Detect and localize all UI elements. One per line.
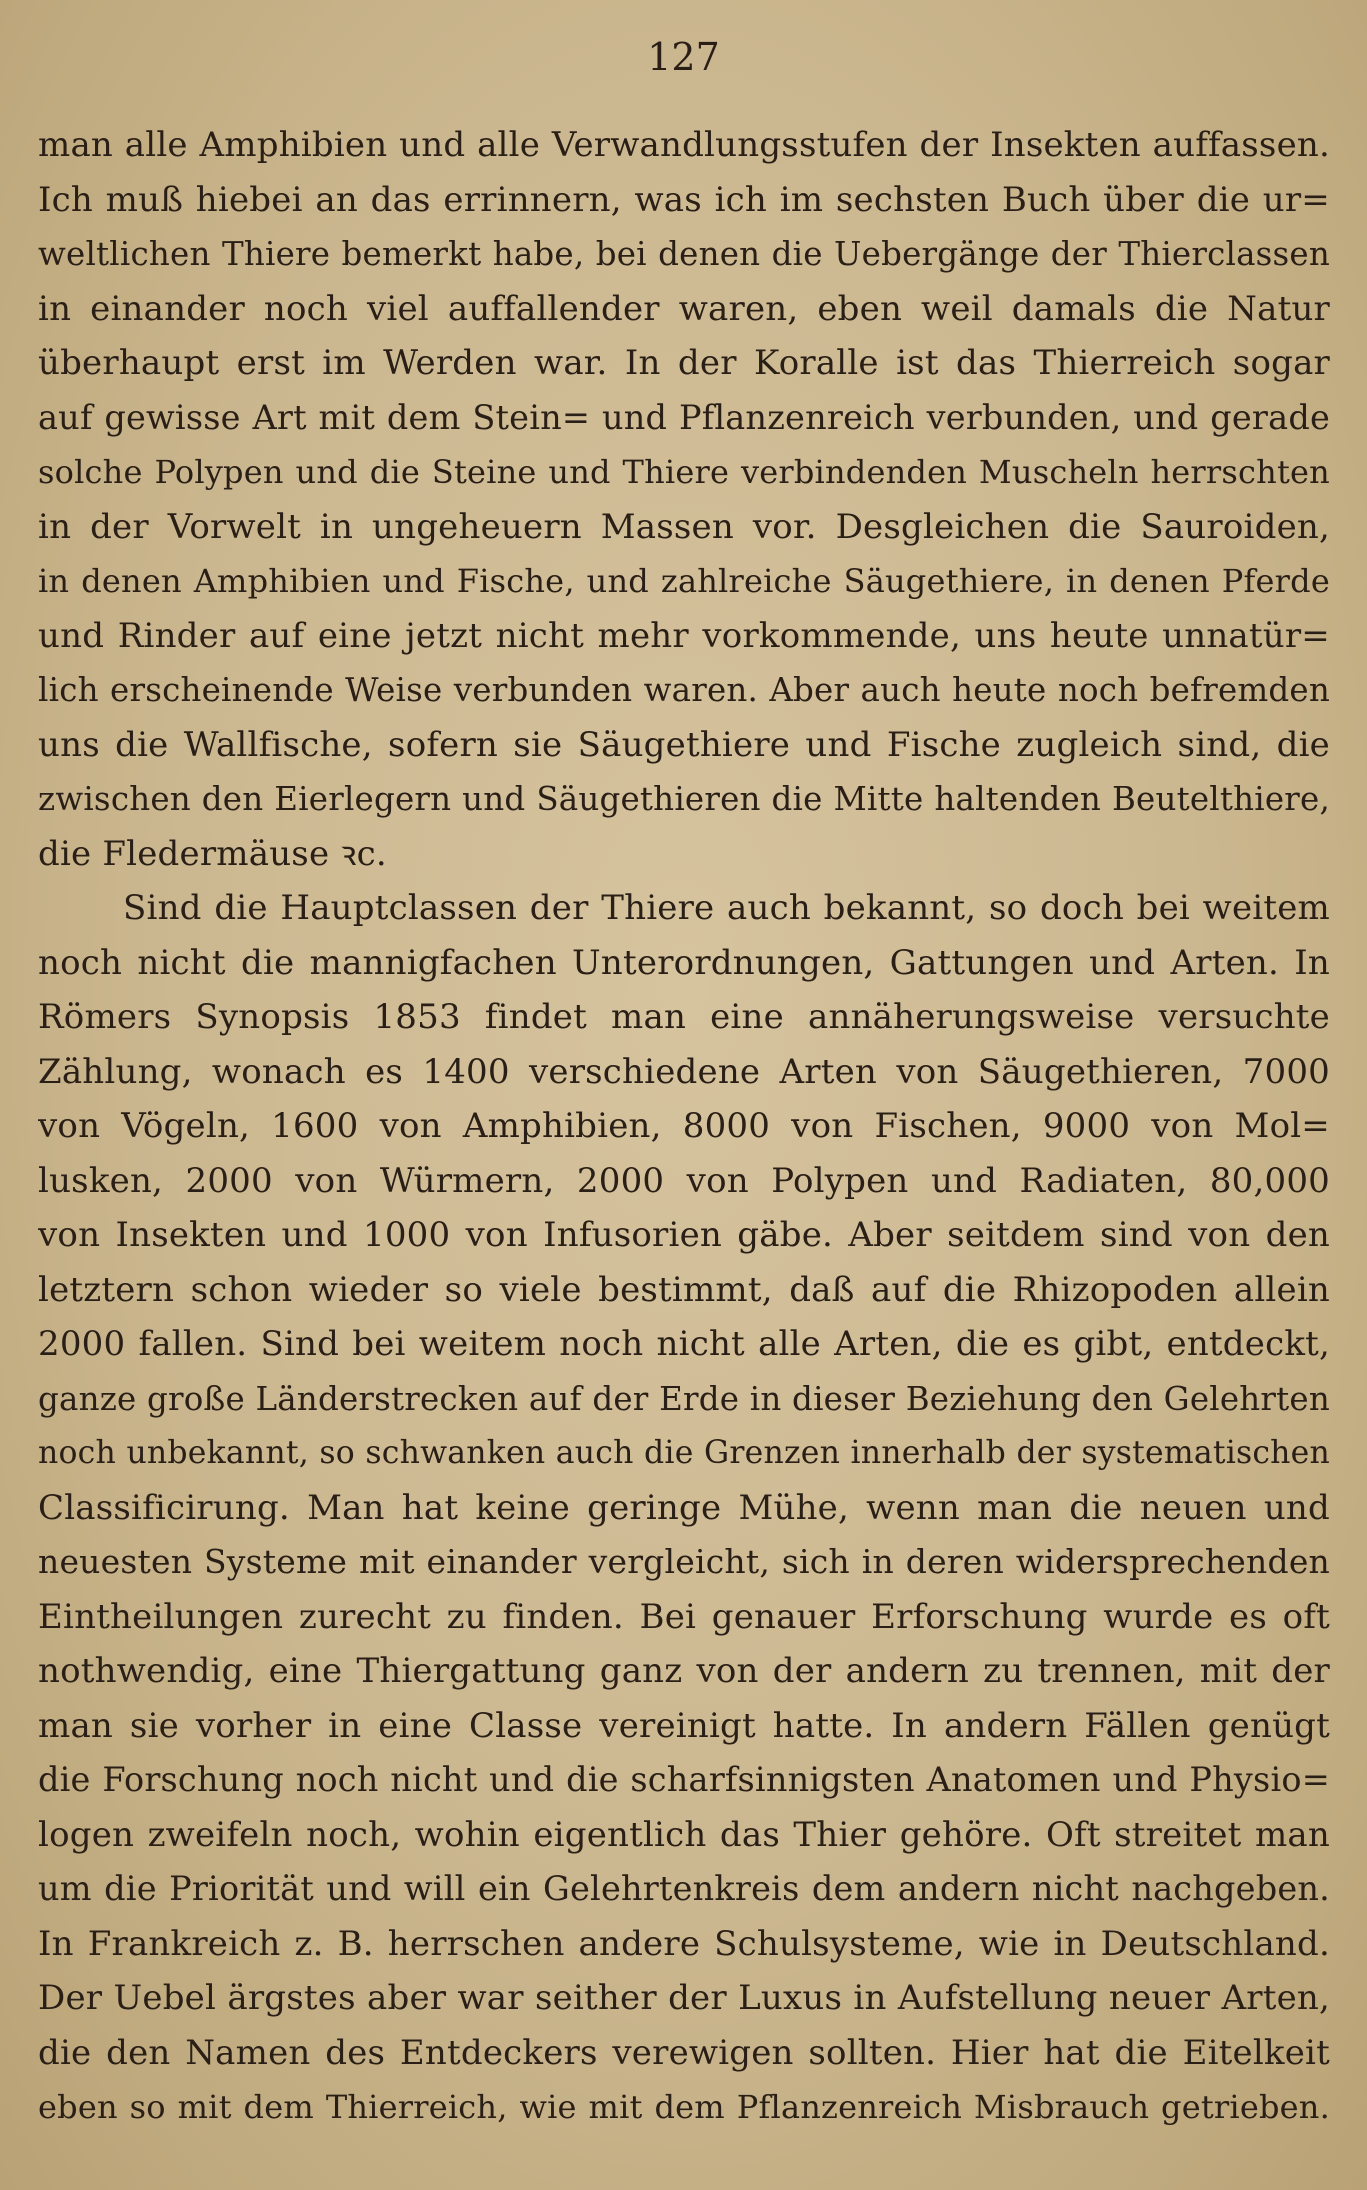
text-line: eben so mit dem Thierreich, wie mit dem Pflanzenreich Misbrauch getrieben. [38, 2088, 1330, 2126]
text-line: Der Uebel ärgstes aber war seither der Luxus in Aufstellung neuer Arten, [38, 1978, 1330, 2018]
text-line: die Fledermäuse ꝛc. [38, 833, 387, 874]
text-line: letztern schon wieder so viele bestimmt, daß auf die Rhizopoden allein [38, 1269, 1330, 1310]
text-line: die Forschung noch nicht und die scharfsinnigsten Anatomen und Physio= [38, 1760, 1330, 1799]
text-line: Römers Synopsis 1853 findet man eine annäherungsweise versuchte [38, 997, 1330, 1037]
text-line: von Insekten und 1000 von Infusorien gäbe. Aber seitdem sind von den [38, 1215, 1330, 1255]
text-line: noch unbekannt, so schwanken auch die Grenzen innerhalb der systematischen [38, 1435, 1330, 1471]
text-line: uns die Wallfische, sofern sie Säugethiere und Fische zugleich sind, die [38, 724, 1330, 765]
body-text [38, 118, 1330, 2135]
text-line: zwischen den Eierlegern und Säugethieren die Mitte haltenden Beutelthiere, [38, 780, 1330, 818]
text-line: auf gewisse Art mit dem Stein= und Pflanzenreich verbunden, und gerade [38, 397, 1330, 437]
text-line: und Rinder auf eine jetzt nicht mehr vorkommende, uns heute unnatür= [38, 615, 1330, 656]
text-line: Zählung, wonach es 1400 verschiedene Arten von Säugethieren, 7000 [38, 1051, 1330, 1092]
text-line: neuesten Systeme mit einander vergleicht, sich in deren widersprechenden [38, 1542, 1330, 1581]
text-line: man alle Amphibien und alle Verwandlungsstufen der Insekten auffassen. [38, 125, 1330, 165]
text-line: logen zweifeln noch, wohin eigentlich das Thier gehöre. Oft streitet man [38, 1814, 1330, 1855]
text-line: überhaupt erst im Werden war. In der Koralle ist das Thierreich sogar [38, 343, 1330, 383]
text-line: Eintheilungen zurecht zu finden. Bei genauer Erforschung wurde es oft [38, 1596, 1330, 1637]
text-line: lich erscheinende Weise verbunden waren. Aber auch heute noch befremden [38, 671, 1330, 709]
text-line: in der Vorwelt in ungeheuern Massen vor. Desgleichen die Sauroiden, [38, 506, 1330, 547]
text-line: von Vögeln, 1600 von Amphibien, 8000 von Fischen, 9000 von Mol= [38, 1106, 1330, 1146]
text-line: noch nicht die mannigfachen Unterordnungen, Gattungen und Arten. In [38, 942, 1330, 983]
page-number: 127 [647, 35, 720, 79]
text-line: weltlichen Thiere bemerkt habe, bei denen die Uebergänge der Thierclassen [38, 235, 1330, 273]
text-line: in einander noch viel auffallender waren, eben weil damals die Natur [38, 288, 1330, 329]
text-line: man sie vorher in eine Classe vereinigt hatte. In andern Fällen genügt [38, 1705, 1330, 1746]
text-line: In Frankreich z. B. herrschen andere Schulsysteme, wie in Deutschland. [38, 1923, 1330, 1964]
text-line: Ich muß hiebei an das errinnern, was ich im sechsten Buch über die ur= [38, 179, 1330, 220]
text-line: lusken, 2000 von Würmern, 2000 von Polypen und Radiaten, 80,000 [38, 1160, 1330, 1201]
text-line: Classificirung. Man hat keine geringe Mühe, wenn man die neuen und [38, 1487, 1330, 1528]
text-line: ganze große Länderstrecken auf der Erde in dieser Beziehung den Gelehrten [38, 1379, 1330, 1418]
text-line: Sind die Hauptclassen der Thiere auch bekannt, so doch bei weitem [123, 888, 1330, 928]
text-line: die den Namen des Entdeckers verewigen sollten. Hier hat die Eitelkeit [38, 2032, 1330, 2073]
text-line: solche Polypen und die Steine und Thiere verbindenden Muscheln herrschten [38, 453, 1330, 491]
text-line: in denen Amphibien und Fische, und zahlreiche Säugethiere, in denen Pferde [38, 562, 1330, 600]
text-line: um die Priorität und will ein Gelehrtenkreis dem andern nicht nachgeben. [38, 1869, 1330, 1908]
text-line: 2000 fallen. Sind bei weitem noch nicht alle Arten, die es gibt, entdeckt, [38, 1324, 1330, 1364]
text-line: nothwendig, eine Thiergattung ganz von der andern zu trennen, mit der [38, 1651, 1330, 1691]
